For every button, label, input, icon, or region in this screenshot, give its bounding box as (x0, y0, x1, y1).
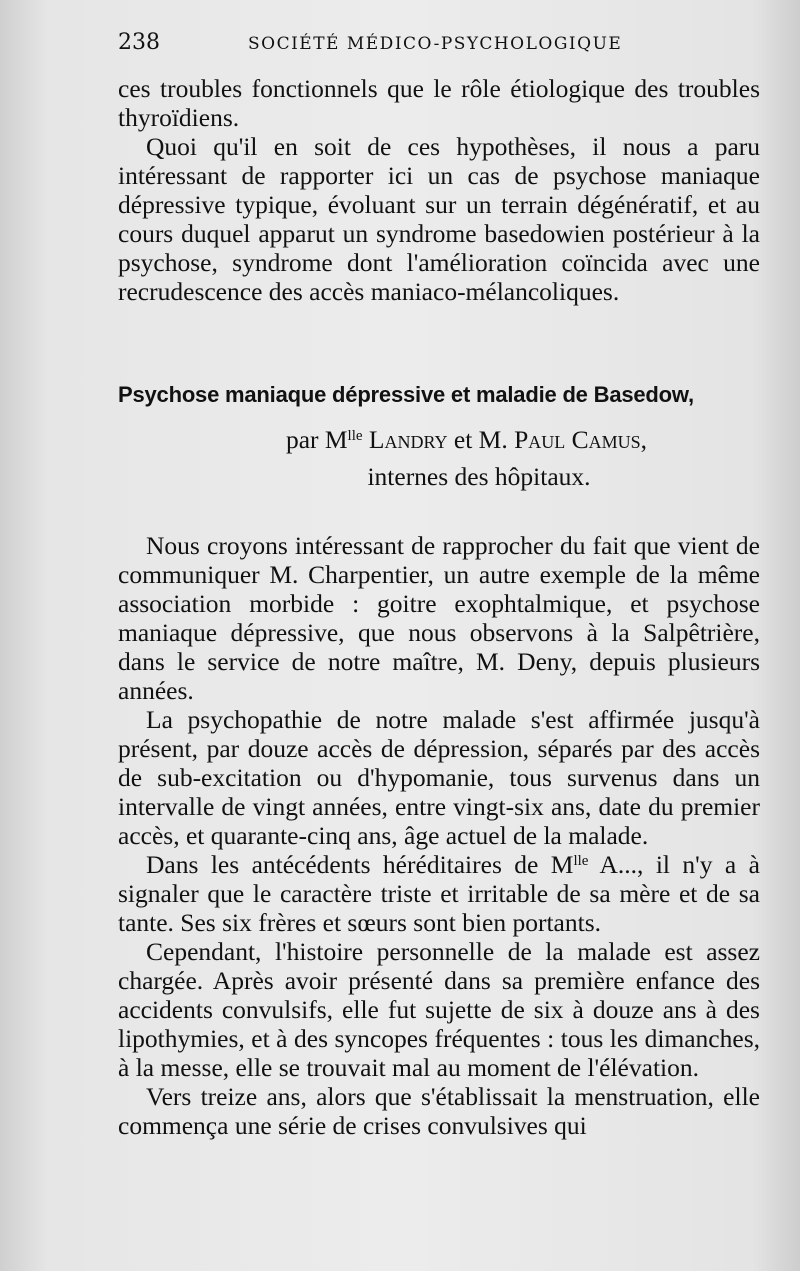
affiliation: internes des hôpitaux. (367, 462, 591, 491)
paragraph-psychopathie: La psychopathie de notre malade s'est affirmée jusqu'à présent, par douze accès de dépression, séparés par des accès de sub-excitation ou d'hypomanie, tous survenus dans un intervalle de vingt années, entre vingt-six ans, date du premier accès, et quarante-cinq ans, âge actuel de la malade. (118, 705, 760, 850)
antecedents-rest: A..., il n'y a à signaler que le caractère triste et irritable de sa mère et de sa tante. Ses six frères et sœurs sont bien portants. (118, 850, 760, 937)
paragraph-continued: ces troubles fonctionnels que le rôle étiologique des troubles thyroïdiens. (118, 74, 760, 132)
byline-sup: lle (347, 428, 363, 444)
section-gap (118, 491, 760, 531)
author-landry: Landry (368, 425, 448, 454)
byline (173, 425, 760, 454)
byline-prefix: par M (285, 425, 348, 454)
page-number: 238 (118, 30, 160, 55)
article-title: Psychose maniaque dépressive et maladie de Basedow, (118, 382, 694, 407)
paragraph-nous: Nous croyons intéressant de rapprocher du fait que vient de communiquer M. Charpentier, un autre exemple de la même association morbide : goitre exophtalmique, et psychose maniaque dépressive, que nous observons à la Salpêtrière, dans le service de notre maître, M. Deny, depuis plusieurs années. (118, 531, 760, 705)
byline-conj: et M. (453, 425, 508, 454)
paragraph-vers: Vers treize ans, alors que s'établissait la menstruation, elle commença une série de crises convulsives qui (118, 1082, 760, 1140)
antecedents-start: Dans les antécédents héréditaires de M (146, 850, 574, 879)
author-camus: Paul Camus, (514, 425, 648, 454)
body-text (118, 74, 760, 1140)
running-head (118, 30, 758, 64)
paragraph-antecedents (118, 850, 760, 937)
paragraph-cependant: Cependant, l'histoire personnelle de la malade est assez chargée. Après avoir présenté dans sa première enfance des accidents convulsifs, elle fut sujette de six à douze ans à des lipothymies, et à des syncopes fréquentes : tous les dimanches, à la messe, elle se trouvait mal au moment de l'élévation. (118, 937, 760, 1082)
antecedents-sup: lle (573, 853, 589, 869)
journal-title: SOCIÉTÉ MÉDICO-PSYCHOLOGIQUE (248, 34, 623, 54)
paragraph-hypotheses: Quoi qu'il en soit de ces hypothèses, il nous a paru intéressant de rapporter ici un cas de psychose maniaque dépressive typique, évoluant sur un terrain dégénératif, et au cours duquel apparut un syndrome basedowien postérieur à la psychose, syndrome dont l'amélioration coïncida avec une recrudescence des accès maniaco-mélancoliques. (118, 132, 760, 306)
